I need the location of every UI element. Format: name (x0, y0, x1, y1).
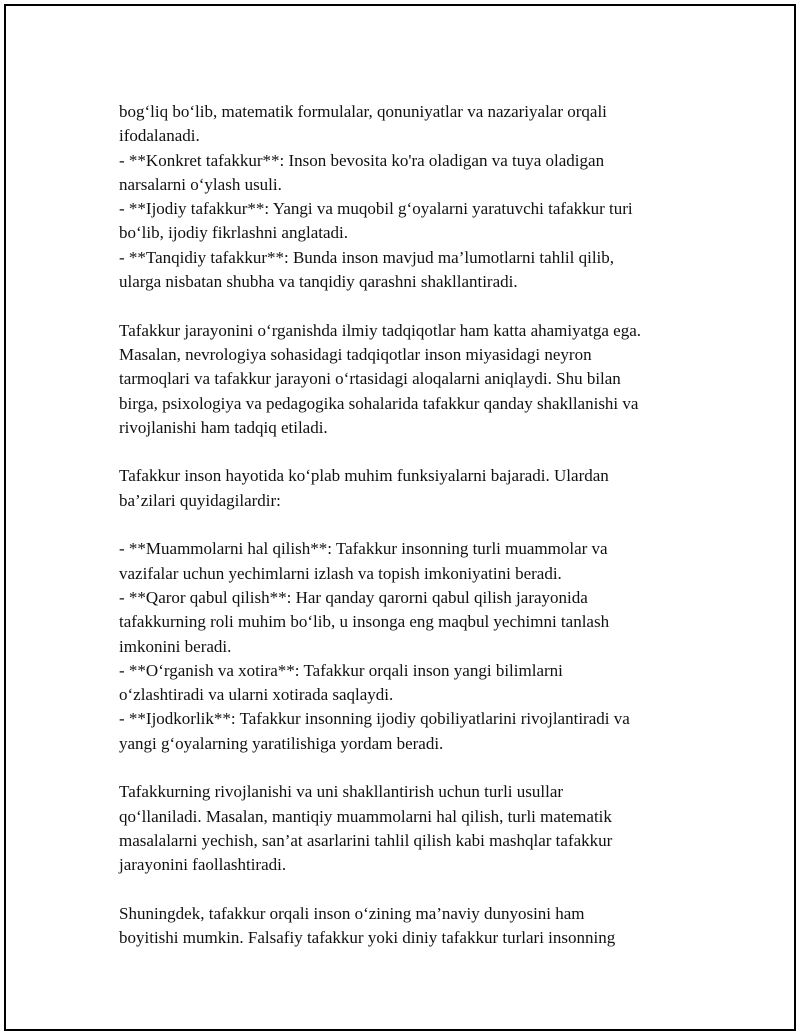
text-line: vazifalar uchun yechimlarni izlash va topish imkoniyatini beradi. (119, 563, 562, 583)
text-line: bog‘liq bo‘lib, matematik formulalar, qonuniyatlar va nazariyalar orqali (119, 102, 607, 121)
text-line: - **Muammolarni hal qilish**: Tafakkur insonning turli muammolar va (119, 539, 608, 559)
text-line: rivojlanishi ham tadqiq etiladi. (119, 417, 328, 437)
text-line: - **O‘rganish va xotira**: Tafakkur orqali inson yangi bilimlarni (119, 660, 563, 680)
text-line: bo‘lib, ijodiy fikrlashni anglatadi. (119, 223, 348, 243)
text-line: - **Konkret tafakkur**: Inson bevosita ko'ra oladigan va tuya oladigan (119, 150, 605, 170)
text-line: Shuningdek, tafakkur orqali inson o‘zining ma’naviy dunyosini ham (119, 903, 585, 923)
paragraph-gap (119, 513, 709, 537)
text-line: - **Ijodkorlik**: Tafakkur insonning ijodiy qobiliyatlarini rivojlantiradi va (119, 709, 630, 729)
paragraph-gap (119, 878, 709, 902)
text-line: qo‘llaniladi. Masalan, mantiqiy muammolarni hal qilish, turli matematik (119, 806, 612, 826)
text-line: boyitishi mumkin. Falsafiy tafakkur yoki diniy tafakkur turlari insonning (119, 928, 616, 948)
text-line: imkonini beradi. (119, 636, 232, 656)
text-line: - **Qaror qabul qilish**: Har qanday qarorni qabul qilish jarayonida (119, 587, 588, 607)
text-line: Tafakkur inson hayotida ko‘plab muhim funksiyalarni bajaradi. Ulardan (119, 466, 609, 486)
text-line: ifodalanadi. (119, 126, 200, 146)
text-line: yangi g‘oyalarning yaratilishiga yordam beradi. (119, 733, 444, 753)
text-line: narsalarni o‘ylash usuli. (119, 174, 282, 194)
text-line: ba’zilari quyidagilardir: (119, 490, 281, 510)
text-line: jarayonini faollashtiradi. (119, 855, 287, 875)
text-line: - **Tanqidiy tafakkur**: Bunda inson mavjud ma’lumotlarni tahlil qilib, (119, 247, 615, 267)
paragraph-gap (119, 440, 709, 464)
text-line: masalalarni yechish, san’at asarlarini tahlil qilish kabi mashqlar tafakkur (119, 830, 613, 850)
text-line: tarmoqlari va tafakkur jarayoni o‘rtasidagi aloqalarni aniqlaydi. Shu bilan (119, 369, 621, 389)
text-line: Tafakkurning rivojlanishi va uni shakllantirish uchun turli usullar (119, 782, 564, 802)
text-line: o‘zlashtiradi va ularni xotirada saqlaydi. (119, 685, 394, 705)
text-line: Masalan, nevrologiya sohasidagi tadqiqotlar inson miyasidagi neyron (119, 344, 592, 364)
text-line: Tafakkur jarayonini o‘rganishda ilmiy tadqiqotlar ham katta ahamiyatga ega. (119, 320, 642, 340)
paragraph-gap (119, 294, 709, 318)
page-frame (4, 4, 796, 1031)
document-body (119, 100, 709, 950)
text-line: - **Ijodiy tafakkur**: Yangi va muqobil g‘oyalarni yaratuvchi tafakkur turi (119, 199, 633, 219)
text-line: birga, psixologiya va pedagogika sohalarida tafakkur qanday shakllanishi va (119, 393, 639, 413)
paragraph-gap (119, 756, 709, 780)
text-line: ularga nisbatan shubha va tanqidiy qarashni shakllantiradi. (119, 272, 518, 292)
text-line: tafakkurning roli muhim bo‘lib, u insonga eng maqbul yechimni tanlash (119, 612, 610, 632)
